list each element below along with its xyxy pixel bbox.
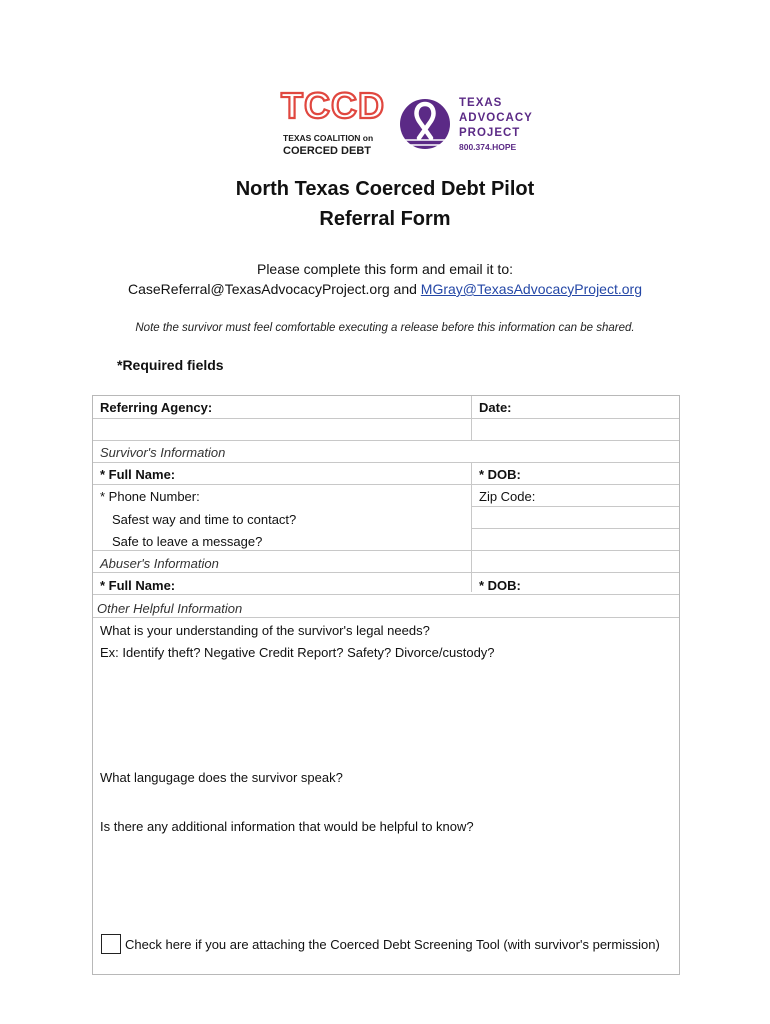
abuser-dob-label: * DOB:: [479, 578, 521, 593]
release-note: Note the survivor must feel comfortable executing a release before this information can be shared.: [135, 322, 635, 334]
tap-logo: [400, 97, 533, 152]
tap-line2: ADVOCACY: [459, 112, 533, 124]
abuser-section-label: Abuser's Information: [100, 556, 219, 571]
survivor-dob-label: * DOB:: [479, 467, 521, 482]
tccd-logo: [281, 85, 385, 157]
email-instructions: Please complete this form and email it to:: [256, 261, 513, 277]
tccd-wordmark: TCCD: [281, 85, 385, 126]
other-section-label: Other Helpful Information: [97, 601, 243, 616]
case-referral-email: CaseReferral@TexasAdvocacyProject.org: [128, 281, 390, 297]
referring-agency-field[interactable]: [93, 419, 470, 439]
screening-tool-checkbox-label: Check here if you are attaching the Coerced Debt Screening Tool (with survivor's permission): [125, 937, 660, 952]
divider: [471, 506, 679, 507]
tap-phone: 800.374.HOPE: [459, 142, 517, 152]
required-fields-label: *Required fields: [117, 357, 224, 373]
tccd-line2: COERCED DEBT: [283, 145, 372, 157]
date-label: Date:: [479, 400, 512, 415]
divider: [93, 594, 679, 595]
logos-svg: [0, 0, 770, 170]
tap-circle: [400, 99, 450, 149]
survivor-section-label: Survivor's Information: [100, 445, 226, 460]
email-addresses: [0, 281, 770, 297]
safest-way-label: Safest way and time to contact?: [112, 512, 297, 527]
tccd-line1: TEXAS COALITION on: [283, 133, 374, 143]
screening-tool-checkbox[interactable]: [101, 934, 121, 954]
page-title-line2: Referral Form: [319, 208, 451, 230]
abuser-full-name-label: * Full Name:: [100, 578, 176, 593]
additional-info-question: Is there any additional information that would be helpful to know?: [100, 819, 474, 834]
tap-line3: PROJECT: [459, 127, 521, 139]
referring-agency-label: Referring Agency:: [100, 400, 213, 415]
page-title-line1: North Texas Coerced Debt Pilot: [235, 178, 535, 200]
divider: [93, 617, 679, 618]
phone-number-label: * Phone Number:: [100, 489, 200, 504]
divider: [93, 572, 679, 573]
divider: [93, 440, 679, 441]
survivor-full-name-label: * Full Name:: [100, 467, 176, 482]
legal-needs-question: What is your understanding of the survivor's legal needs?: [100, 623, 430, 638]
divider: [93, 550, 679, 551]
safe-message-label: Safe to leave a message?: [112, 534, 263, 549]
email-joiner: and: [393, 281, 417, 297]
tap-line1: TEXAS: [459, 97, 503, 109]
referral-form: [92, 395, 680, 975]
zip-code-label: Zip Code:: [479, 489, 536, 504]
legal-needs-examples: Ex: Identify theft? Negative Credit Report? Safety? Divorce/custody?: [100, 645, 495, 660]
logo-area: [0, 0, 770, 170]
divider: [93, 484, 679, 485]
mgray-email-link[interactable]: MGray@TexasAdvocacyProject.org: [420, 281, 642, 297]
language-question: What langugage does the survivor speak?: [100, 770, 343, 785]
divider: [471, 528, 679, 529]
date-field[interactable]: [472, 419, 679, 439]
divider: [93, 462, 679, 463]
